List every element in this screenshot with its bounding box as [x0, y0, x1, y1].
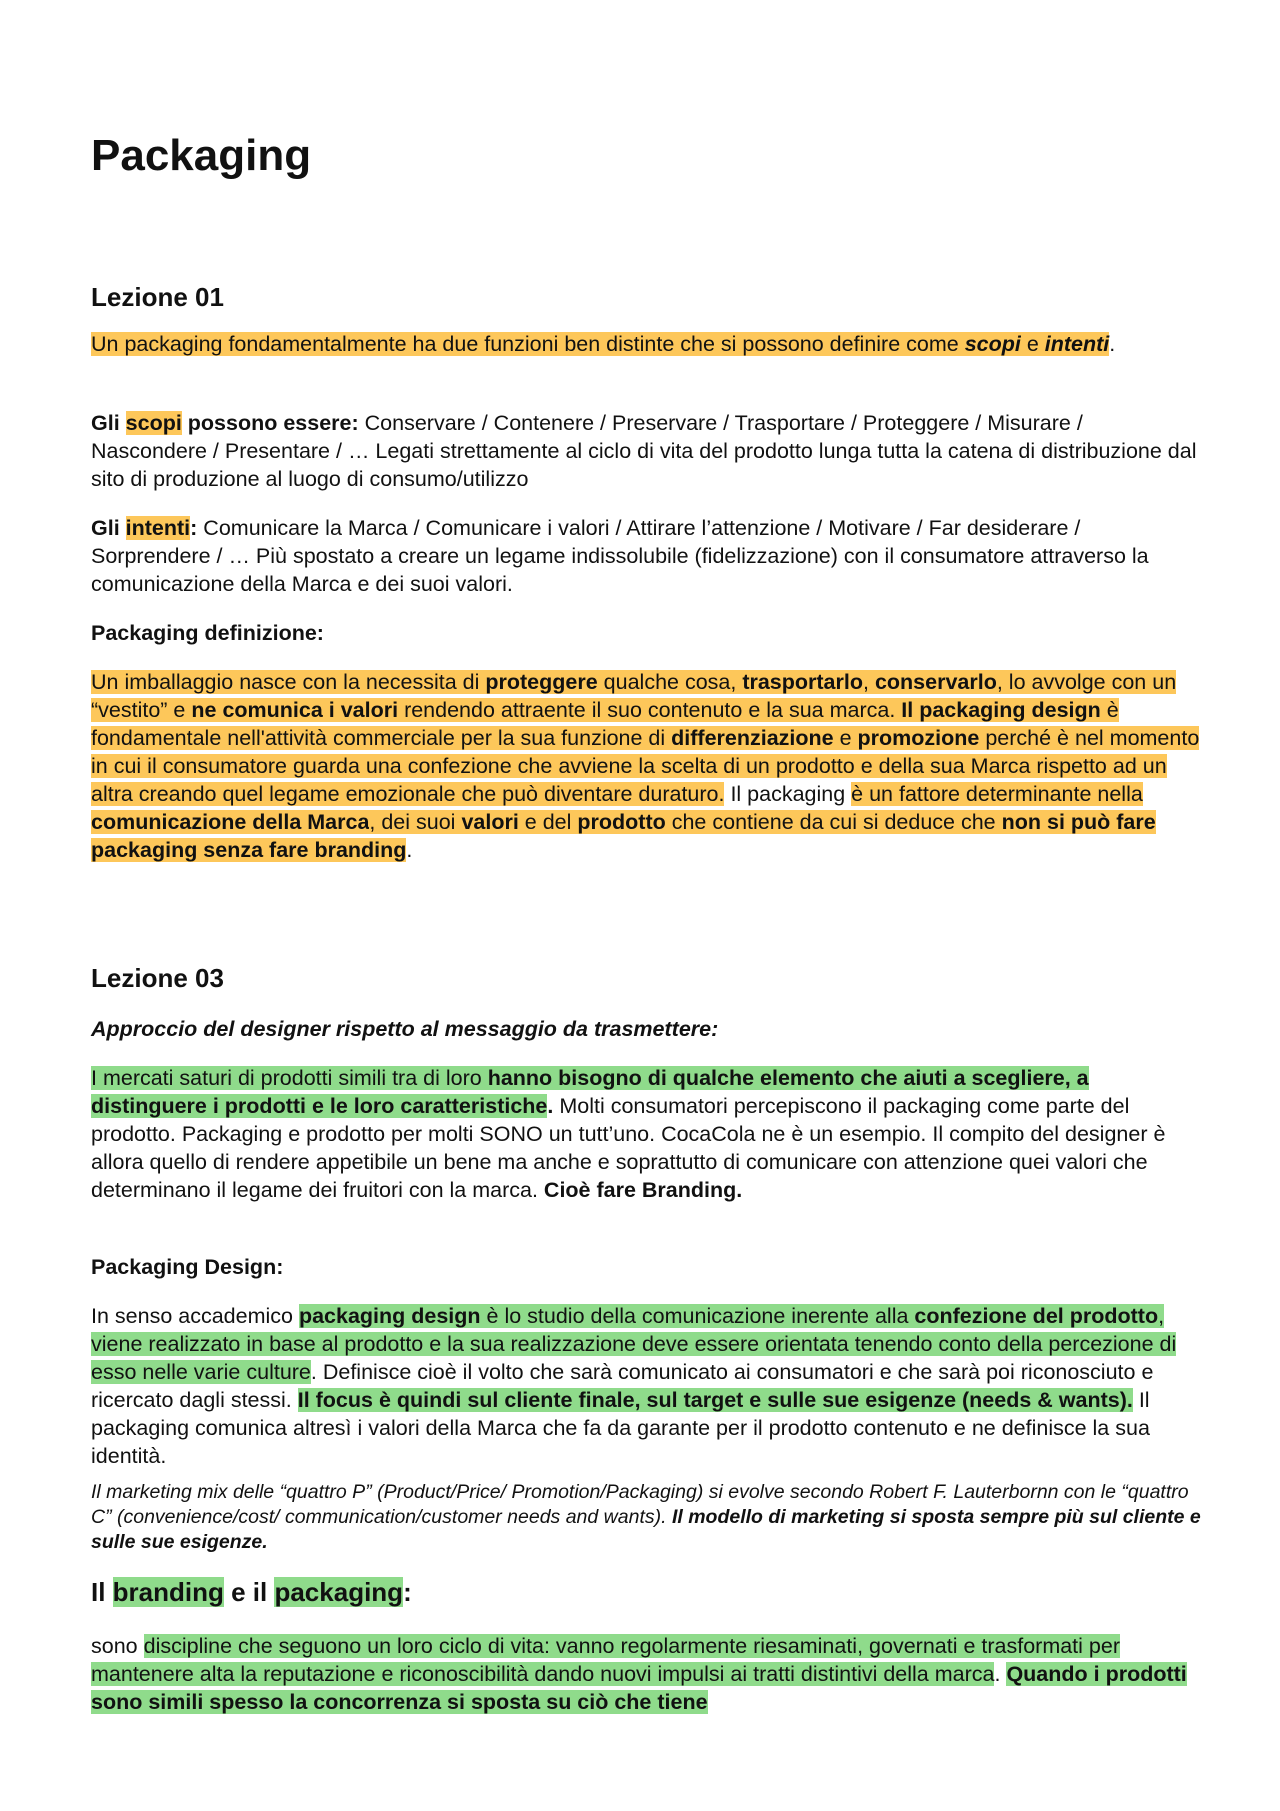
- text-run: . Definisce cioè il volto che sarà comunicato ai consumatori e che sarà poi riconosciuto e ricercato dagli stessi.: [91, 1360, 1154, 1412]
- text-run: In senso accademico: [91, 1304, 299, 1328]
- text-run-bold: confezione del prodotto: [914, 1304, 1159, 1328]
- text-run: .: [406, 838, 413, 862]
- text-run-label: possono essere:: [181, 411, 359, 435]
- text-run-bold: promozione: [857, 726, 980, 750]
- text-run: , lo avvolge con un “vestito” e: [91, 670, 1177, 722]
- approach-heading: Approccio del designer rispetto al messaggio da trasmettere:: [91, 1017, 719, 1041]
- text-run-scopi: scopi: [125, 411, 182, 435]
- text-run: Un packaging fondamentalmente ha due funzioni ben distinte che si possono definire come: [91, 332, 965, 356]
- text-run: Molti consumatori percepiscono il packaging come parte del prodotto. Packaging e prodotto per molti SONO un tutt’uno. CocaCola ne è un esempio. Il compito del designer è allora quello di rendere appetibile un bene ma anche e soprattutto di comunicare con attenzione quei valori che determinano il legame dei fruitori con la marca.: [91, 1094, 1166, 1202]
- text-run-intenti: intenti: [1044, 332, 1110, 356]
- text-run-italic: Il marketing mix delle “quattro P” (Product/Price/ Promotion/Packaging) si evolve secondo Robert F. Lauterbornn con le “quattro C” (convenience/cost/ communication/customer needs and wants).: [91, 1481, 1189, 1528]
- packaging-definition-paragraph: [91, 668, 1203, 864]
- text-run: perché è nel momento in cui il consumatore guarda una confezione che avviene la scelta di un prodotto e della sua Marca rispetto ad un altra creando quel legame emozionale che può diventare duraturo.: [91, 726, 1200, 806]
- text-run: e del: [518, 810, 578, 834]
- packaging-definition-heading: Packaging definizione:: [91, 621, 324, 645]
- text-run-bold: Quando i prodotti sono simili spesso la concorrenza si sposta su ciò che tiene: [91, 1662, 1187, 1714]
- text-run: Il packaging: [724, 782, 852, 806]
- text-run: :: [190, 516, 198, 540]
- text-run: è fondamentale nell'attività commerciale per la sua funzione di: [91, 698, 1119, 750]
- text-run-bold: trasportarlo: [742, 670, 863, 694]
- text-run-bold: Il packaging design: [901, 698, 1101, 722]
- text-run: Il: [91, 1577, 113, 1607]
- text-run-bold: non si può fare packaging senza fare branding: [91, 810, 1156, 862]
- text-run: e: [833, 726, 858, 750]
- text-run-scopi: scopi: [964, 332, 1021, 356]
- text-run: è lo studio della comunicazione inerente alla: [480, 1304, 915, 1328]
- text-run: Il packaging comunica altresì i valori della Marca che fa da garante per il prodotto contenuto e ne definisce la sua identità.: [91, 1388, 1150, 1468]
- lesson-03-paragraph-1: [91, 1064, 1203, 1204]
- marketing-mix-note: [91, 1480, 1203, 1555]
- text-run: Gli: [91, 411, 126, 435]
- lesson-01-paragraph-1: [91, 330, 1203, 358]
- text-run-bold: valori: [461, 810, 519, 834]
- text-run-bold-italic: Il modello di marketing si sposta sempre più sul cliente e sulle sue esigenze.: [91, 1506, 1201, 1553]
- lesson-01-heading: Lezione 01: [91, 282, 224, 312]
- text-run: I mercati saturi di prodotti simili tra di loro: [91, 1066, 488, 1090]
- text-run-bold: ne comunica i valori: [191, 698, 399, 722]
- text-run-bold: Cioè fare Branding.: [543, 1178, 743, 1202]
- text-run: .: [994, 1662, 1007, 1686]
- text-run: che contiene da cui si deduce che: [665, 810, 1002, 834]
- branding-packaging-heading: [91, 1575, 1203, 1609]
- text-run: discipline che seguono un loro ciclo di vita: vanno regolarmente riesaminati, governati e trasformati per mantenere alta la reputazione e riconoscibilità dando nuovi impulsi ai tratti distintivi della marca: [91, 1634, 1120, 1686]
- text-run: .: [1109, 332, 1116, 356]
- text-run: .: [547, 1094, 554, 1118]
- text-run-bold: prodotto: [577, 810, 666, 834]
- text-run: qualche cosa,: [597, 670, 743, 694]
- text-run-bold: comunicazione della Marca: [91, 810, 370, 834]
- text-run: Un imballaggio nasce con la necessita di: [91, 670, 486, 694]
- text-run-branding: branding: [112, 1577, 224, 1607]
- text-run-bold: packaging design: [298, 1304, 481, 1328]
- packaging-design-paragraph: [91, 1302, 1203, 1470]
- text-run: Gli: [91, 516, 126, 540]
- text-run: rendendo attraente il suo contenuto e la sua marca.: [398, 698, 902, 722]
- packaging-design-heading: Packaging Design:: [91, 1255, 284, 1279]
- text-run: e il: [223, 1577, 275, 1607]
- text-run: Comunicare la Marca / Comunicare i valori / Attirare l’attenzione / Motivare / Far desiderare / Sorprendere / … Più spostato a creare un legame indissolubile (fidelizzazione) con il consumatore attraverso la comunicazione della Marca e dei suoi valori.: [91, 516, 1149, 596]
- text-run: , dei suoi: [369, 810, 462, 834]
- lesson-03-heading: Lezione 03: [91, 963, 224, 993]
- text-run: ,: [863, 670, 875, 694]
- page-title: Packaging: [91, 131, 312, 180]
- lesson-01-paragraph-scopi: [91, 409, 1203, 493]
- text-run: sono: [91, 1634, 144, 1658]
- text-run: e: [1020, 332, 1045, 356]
- text-run-bold: hanno bisogno di qualche elemento che aiuti a scegliere, a distinguere i prodotti e le loro caratteristiche: [91, 1066, 1089, 1118]
- text-run: :: [403, 1577, 412, 1607]
- branding-paragraph: [91, 1632, 1203, 1716]
- lesson-01-paragraph-intenti: [91, 514, 1203, 598]
- text-run-packaging: packaging: [274, 1577, 404, 1607]
- text-run: Conservare / Contenere / Preservare / Trasportare / Proteggere / Misurare / Nascondere / Presentare / … Legati strettamente al ciclo di vita del prodotto lunga tutta la catena di distribuzione dal sito di produzione al luogo di consumo/utilizzo: [91, 411, 1197, 491]
- text-run: , viene realizzato in base al prodotto e la sua realizzazione deve essere orientata tenendo conto della percezione di esso nelle varie culture: [91, 1304, 1177, 1384]
- text-run-bold: differenziazione: [671, 726, 834, 750]
- text-run-bold: proteggere: [485, 670, 598, 694]
- text-run-bold: Il focus è quindi sul cliente finale, sul target e sulle sue esigenze (needs & wants).: [297, 1388, 1133, 1412]
- text-run: è un fattore determinante nella: [851, 782, 1143, 806]
- text-run-intenti: intenti: [125, 516, 191, 540]
- text-run-bold: conservarlo: [874, 670, 997, 694]
